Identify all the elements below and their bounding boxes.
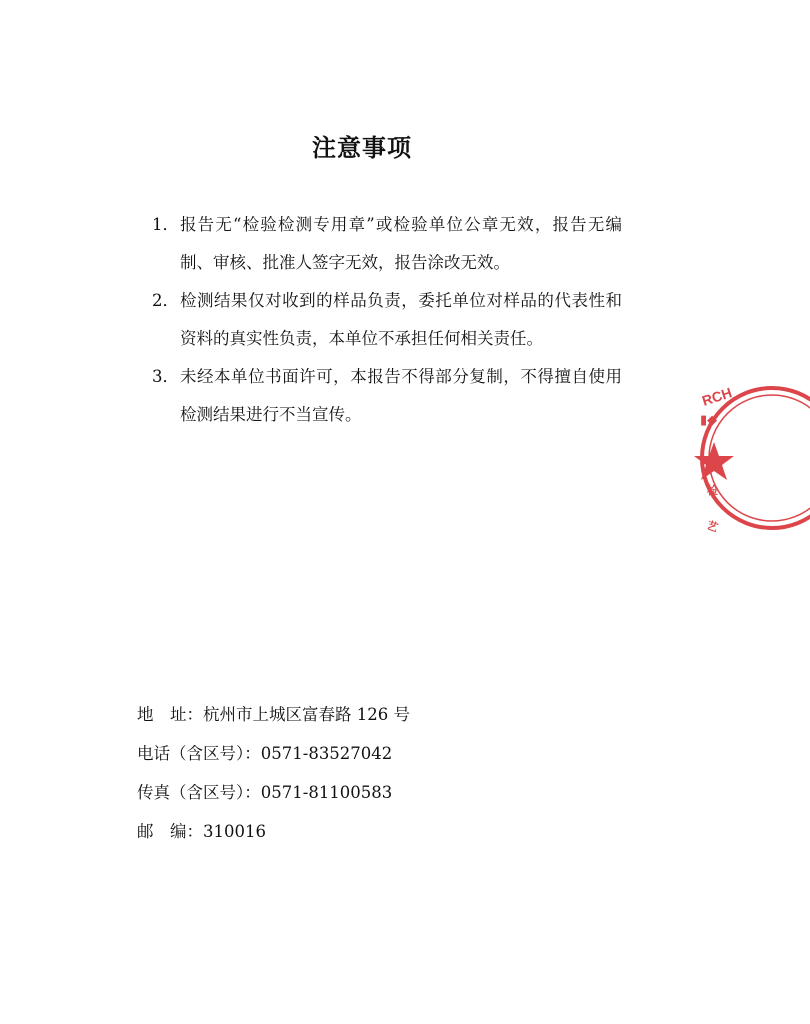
notice-text: 报告无“检验检测专用章”或检验单位公章无效，报告无编制、审核、批准人签字无效，报告涂改无效。 [180,215,622,272]
fax-value: 0571-81100583 [260,783,393,802]
contact-info [137,700,410,856]
phone-label: 电话（含区号）： [137,744,261,763]
notice-text: 未经本单位书面许可，本报告不得部分复制，不得擅自使用检测结果进行不当宣传。 [180,367,622,424]
notice-list [152,206,622,434]
seal-text-middle: 检 [707,484,718,497]
list-item [152,206,622,282]
seal-text-bottom: 艺 [704,518,720,535]
address-label: 地 址： [137,705,203,724]
phone-value: 0571-83527042 [260,744,393,763]
page-title: 注意事项 [312,133,412,162]
seal-stamp-icon [690,376,810,546]
list-item [152,358,622,434]
address-row [137,700,410,739]
notice-number: 3． [152,367,179,386]
fax-label: 传真（含区号）： [137,783,261,802]
address-value: 杭州市上城区富春路 126 号 [203,705,410,724]
svg-text:▮◆: ▮◆ [700,413,718,428]
postcode-row [137,817,410,856]
notice-number: 1． [152,215,179,234]
fax-row [137,778,410,817]
phone-row [137,739,410,778]
notice-number: 2． [152,291,179,310]
list-item [152,282,622,358]
notice-text: 检测结果仅对收到的样品负责，委托单位对样品的代表性和资料的真实性负责，本单位不承担任何相关责任。 [180,291,622,348]
postcode-label: 邮 编： [137,822,203,841]
postcode-value: 310016 [203,822,266,841]
seal-text-top: RCH [699,384,734,409]
